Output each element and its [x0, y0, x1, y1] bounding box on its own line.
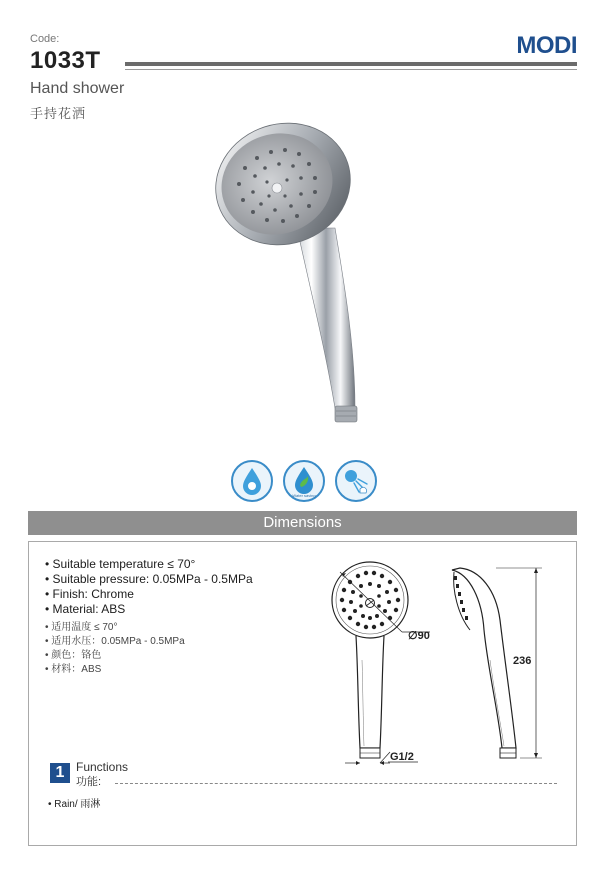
spec-finish: • Finish: Chrome [45, 587, 134, 601]
spec-temperature-cn: • 适用温度 ≤ 70° [45, 622, 118, 633]
function-item-rain: • Rain/ 雨淋 [48, 799, 101, 810]
functions-title-en: Functions [76, 760, 129, 774]
dimension-drawing [320, 560, 560, 770]
functions-title-cn: 功能: [76, 776, 102, 788]
brand-logo: MODI [516, 32, 577, 59]
spec-temperature: • Suitable temperature ≤ 70° [45, 557, 196, 571]
functions-divider [115, 783, 557, 784]
spec-list-en [45, 557, 253, 617]
function-number-badge: 1 [50, 763, 70, 783]
spec-finish-cn: • 颜色：铬色 [45, 650, 102, 661]
spec-pressure: • Suitable pressure: 0.05MPa - 0.5MPa [45, 572, 253, 586]
section-title: Dimensions [263, 514, 342, 531]
code-label: Code: [30, 33, 60, 45]
spec-list-cn [45, 621, 185, 677]
feature-icons [230, 459, 380, 505]
product-photo [205, 118, 395, 438]
thread-label: G1/2 [390, 751, 414, 763]
water-saving-icon [282, 459, 326, 503]
spec-material-cn: • 材料：ABS [45, 664, 102, 675]
header-divider-thin [125, 69, 577, 70]
spec-pressure-cn: • 适用水压：0.05MPa - 0.5MPa [45, 636, 185, 647]
temperature-drop-icon [230, 459, 274, 503]
section-header-dimensions [28, 511, 577, 535]
product-name-en: Hand shower [30, 80, 125, 97]
product-name-cn: 手持花洒 [30, 106, 87, 121]
spray-clean-icon [334, 459, 378, 503]
height-label: 236 [513, 655, 532, 667]
product-code: 1033T [30, 47, 101, 74]
spec-material: • Material: ABS [45, 602, 126, 616]
water-saving-label: Water saving [292, 493, 316, 498]
header-divider [125, 62, 577, 66]
diameter-label: ∅90 [408, 630, 430, 642]
